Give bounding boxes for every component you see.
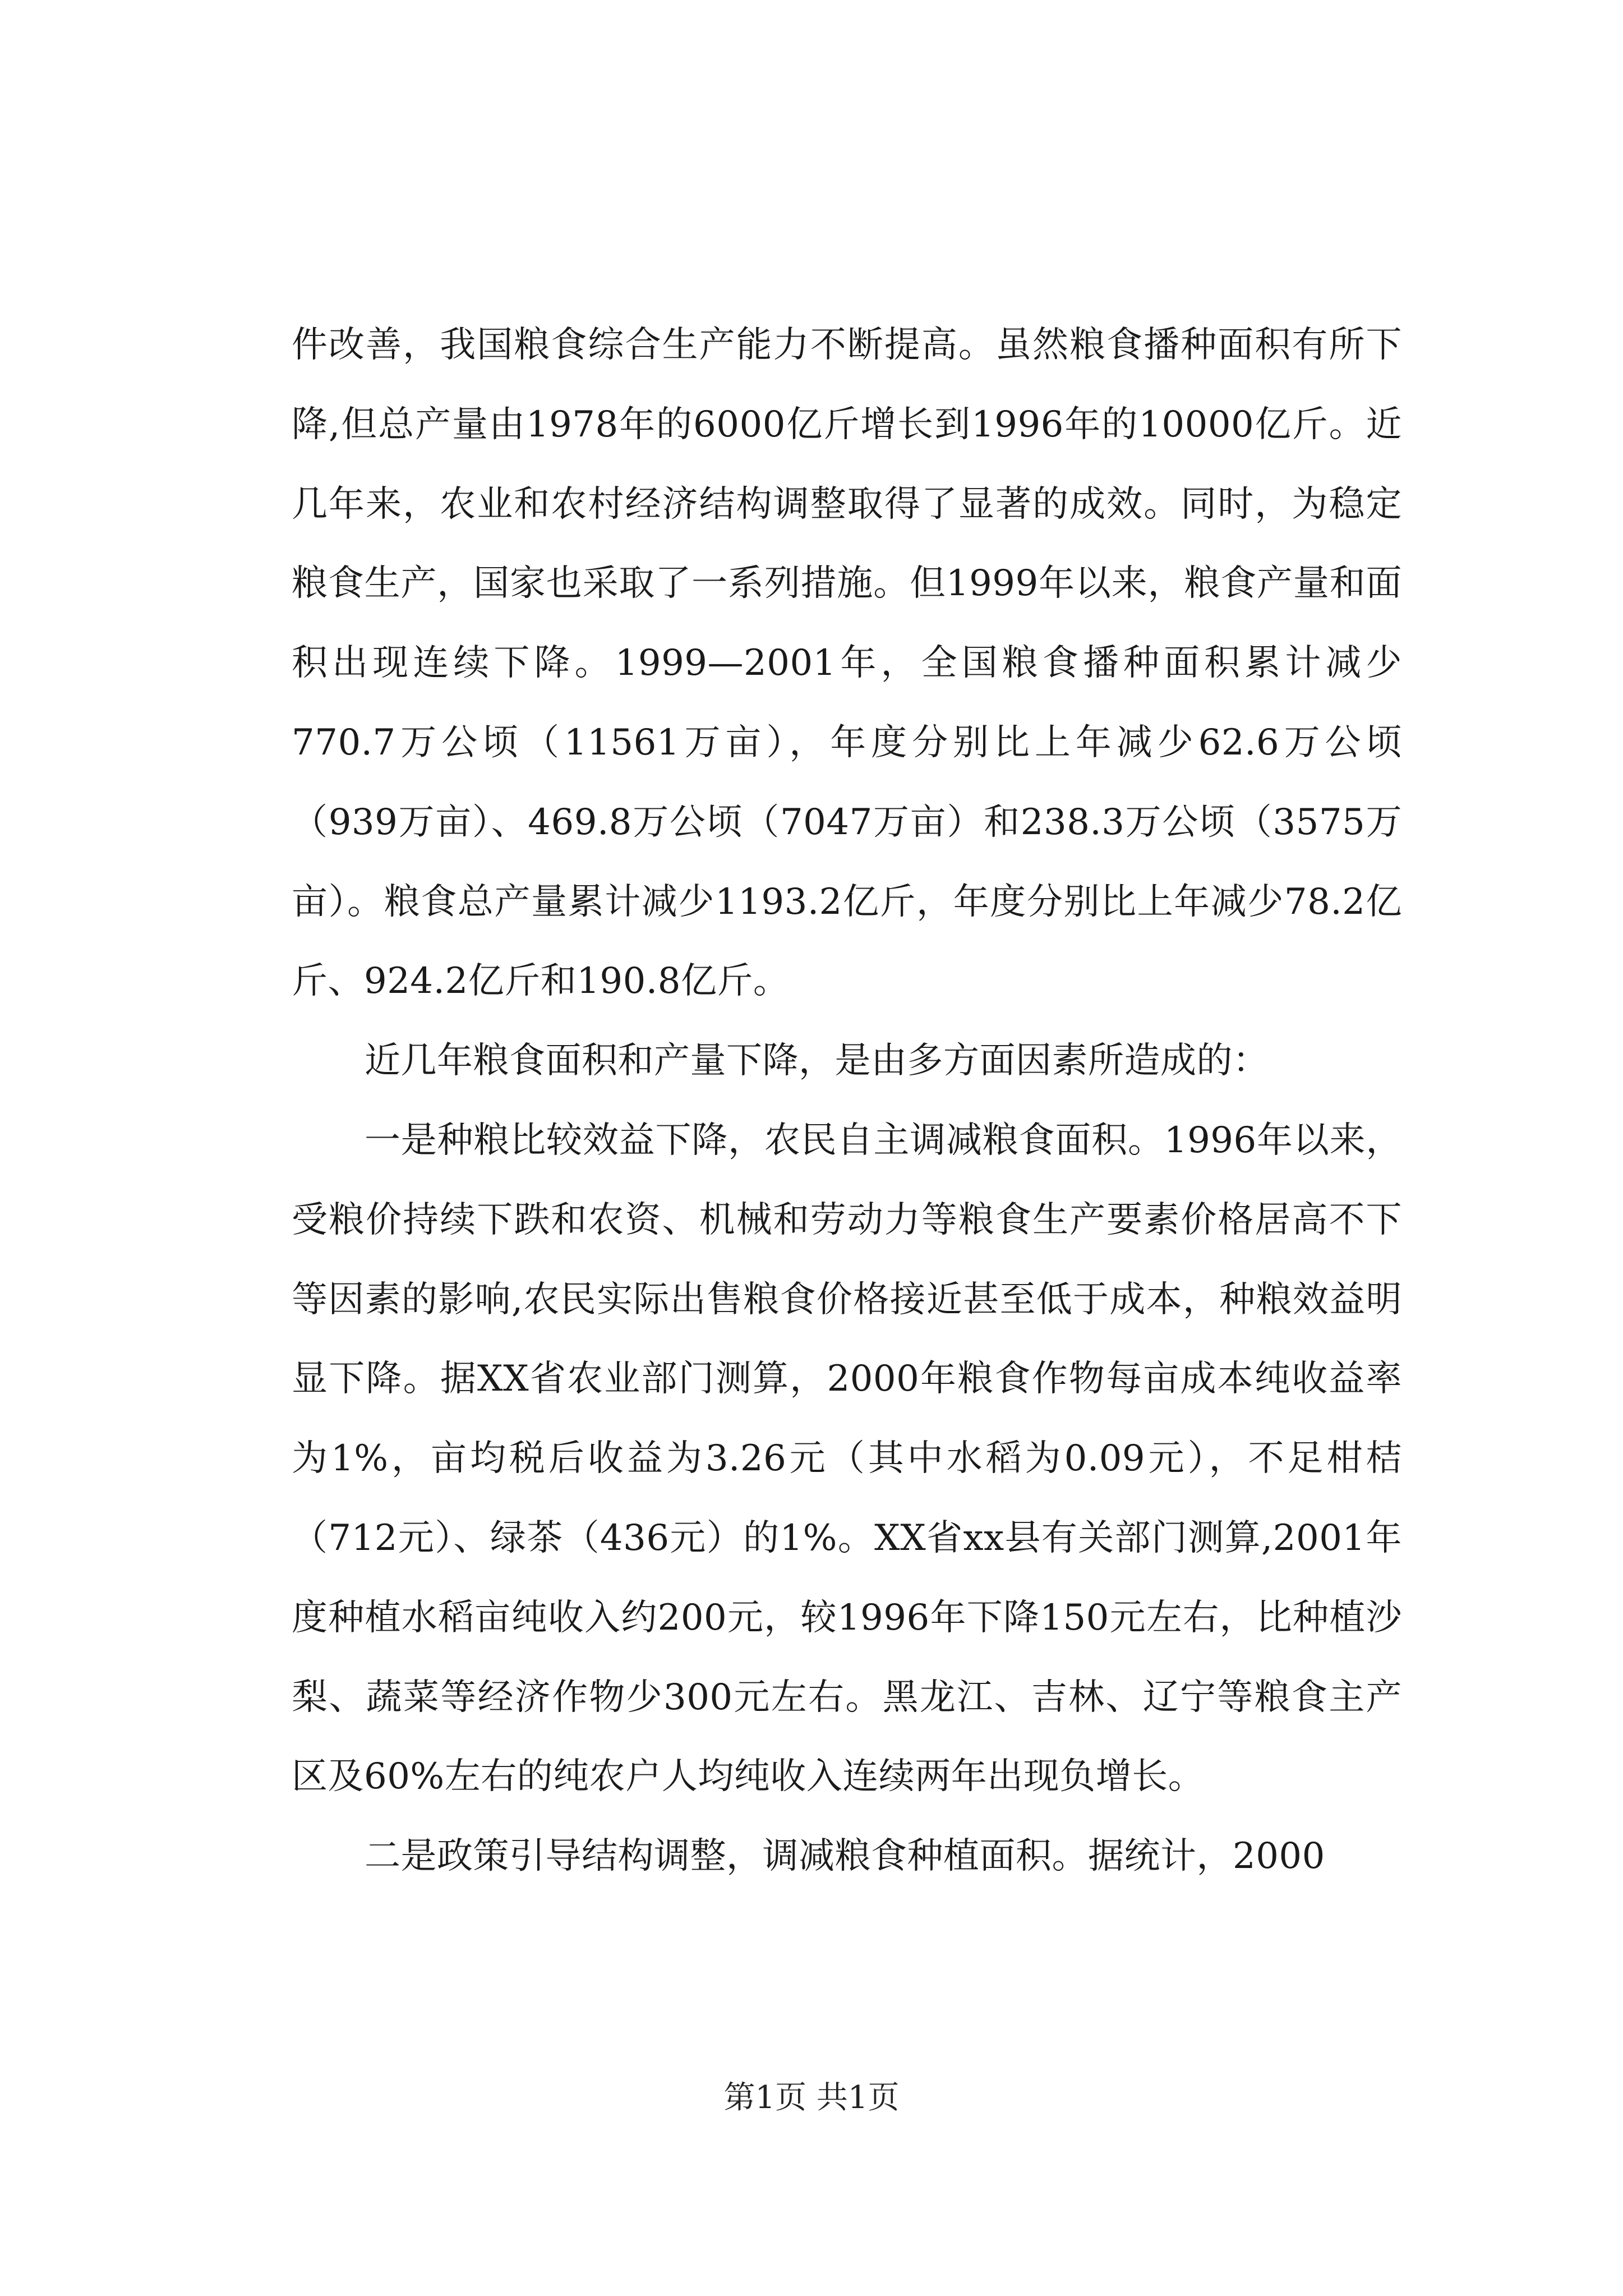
paragraph-4: 二是政策引导结构调整，调减粮食种植面积。据统计，2000 [365,1835,1325,1878]
page-footer: 第1页 共1页 [723,2079,900,2116]
paragraph-1: 件改善，我国粮食综合生产能力不断提高。虽然粮食播种面积有所下降,但总产量由1978年的6000亿斤增长到1996年的10000亿斤。近几年来，农业和农村经济结构调整取得了显著的成效。同时，为稳定粮食生产，国家也采取了一系列措施。但1999年以来，粮食产量和面积出现连续下降。1999—2001年，全国粮食播种面积累计减少770.7万公顷（11561万亩），年度分别比上年减少62.6万公顷（939万亩）、469.8万公顷（7047万亩）和238.3万公顷（3575万亩）。粮食总产量累计减少1193.2亿斤，年度分别比上年减少78.2亿斤、924.2亿斤和190.8亿斤。 [292,324,1402,1002]
paragraph-3: 一是种粮比较效益下降，农民自主调减粮食面积。1996年以来，受粮价持续下跌和农资、机械和劳动力等粮食生产要素价格居高不下等因素的影响,农民实际出售粮食价格接近甚至低于成本，种粮效益明显下降。据XX省农业部门测算，2000年粮食作物每亩成本纯收益率为1%，亩均税后收益为3.26元（其中水稻为0.09元），不足柑桔（712元）、绿茶（436元）的1%。XX省xx县有关部门测算,2001年度种植水稻亩纯收入约200元，较1996年下降150元左右，比种植沙梨、蔬菜等经济作物少300元左右。黑龙江、吉林、辽宁等粮食主产区及60%左右的纯农户人均纯收入连续两年出现负增长。 [292,1119,1402,1798]
document-body [292,306,1402,1897]
paragraph-2: 近几年粮食面积和产量下降，是由多方面因素所造成的： [365,1040,1269,1082]
